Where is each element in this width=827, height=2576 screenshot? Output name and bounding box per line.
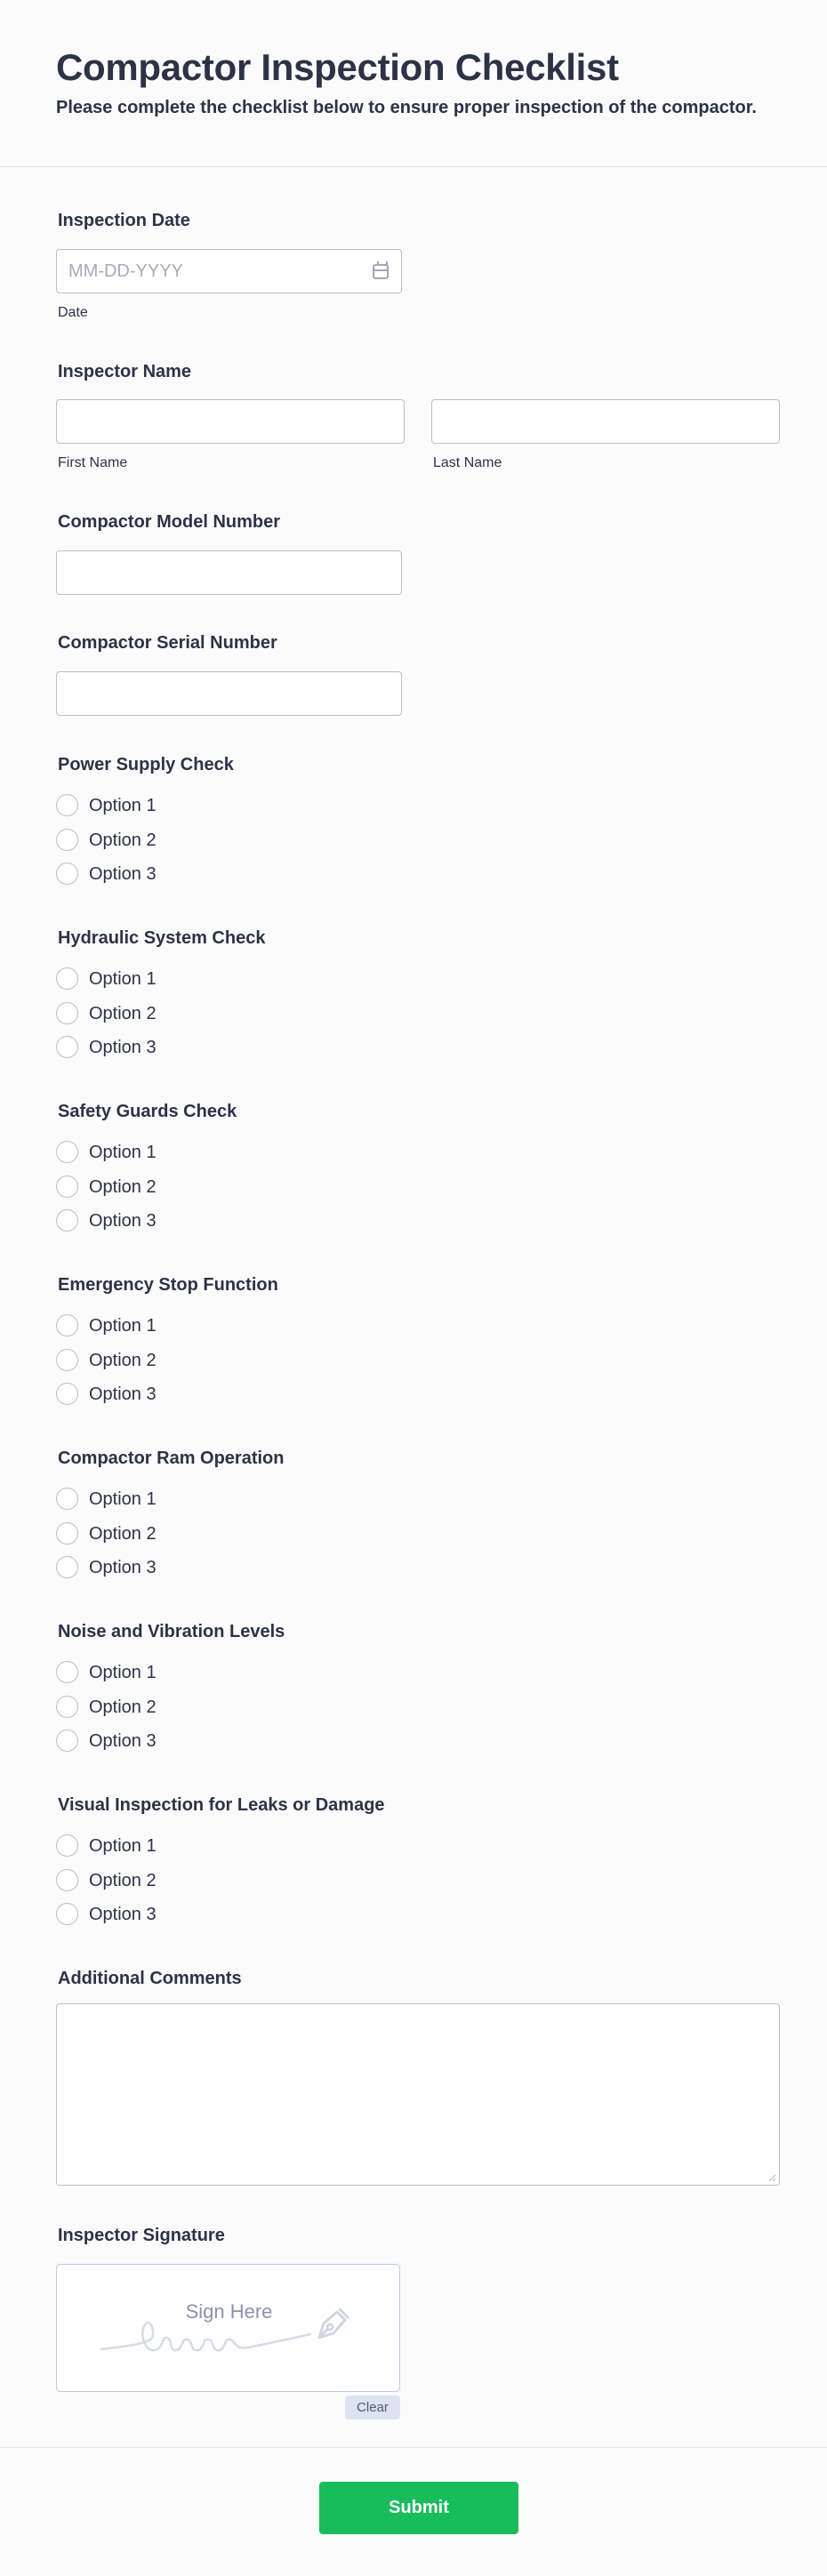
- calendar-icon[interactable]: [373, 264, 389, 279]
- radio-label: Option 3: [89, 1038, 157, 1057]
- radio-label: Option 2: [89, 1524, 157, 1544]
- footer-divider: [0, 2447, 827, 2448]
- radio-label: Option 1: [89, 1836, 157, 1856]
- radio-label: Option 3: [89, 1211, 157, 1231]
- inspection-date-input[interactable]: [56, 249, 402, 293]
- inspection-date-label: Inspection Date: [58, 211, 190, 230]
- resize-handle-icon[interactable]: [767, 2173, 776, 2182]
- radio-button[interactable]: [56, 794, 78, 816]
- serial-number-label: Compactor Serial Number: [58, 633, 277, 653]
- radio-button[interactable]: [56, 1383, 78, 1405]
- question-label: Hydraulic System Check: [58, 928, 266, 948]
- radio-button[interactable]: [56, 1349, 78, 1371]
- date-sublabel: Date: [58, 305, 88, 320]
- form-header: [0, 0, 827, 167]
- radio-label: Option 3: [89, 1731, 157, 1751]
- radio-button[interactable]: [56, 1488, 78, 1510]
- radio-button[interactable]: [56, 829, 78, 851]
- radio-button[interactable]: [56, 1903, 78, 1925]
- first-name-sublabel: First Name: [58, 455, 128, 470]
- radio-button[interactable]: [56, 1696, 78, 1718]
- question-label: Power Supply Check: [58, 755, 234, 774]
- radio-button[interactable]: [56, 1036, 78, 1058]
- form-title: Compactor Inspection Checklist: [56, 46, 619, 88]
- first-name-input[interactable]: [56, 399, 405, 444]
- radio-button[interactable]: [56, 1176, 78, 1198]
- signature-label: Inspector Signature: [58, 2226, 225, 2245]
- radio-button[interactable]: [56, 1869, 78, 1891]
- last-name-input[interactable]: [431, 399, 780, 444]
- model-number-input[interactable]: [56, 550, 402, 595]
- question-label: Compactor Ram Operation: [58, 1448, 285, 1468]
- radio-label: Option 2: [89, 1351, 157, 1370]
- serial-number-input[interactable]: [56, 671, 402, 716]
- radio-button[interactable]: [56, 1141, 78, 1163]
- radio-label: Option 2: [89, 831, 157, 850]
- radio-label: Option 1: [89, 1316, 157, 1336]
- radio-button[interactable]: [56, 967, 78, 990]
- comments-textarea[interactable]: [56, 2003, 780, 2186]
- question-label: Noise and Vibration Levels: [58, 1622, 285, 1641]
- radio-label: Option 1: [89, 1489, 157, 1509]
- inspector-name-label: Inspector Name: [58, 362, 192, 381]
- question-label: Emergency Stop Function: [58, 1275, 278, 1295]
- comments-label: Additional Comments: [58, 1969, 242, 1988]
- radio-label: Option 1: [89, 1663, 157, 1682]
- radio-button[interactable]: [56, 1834, 78, 1857]
- radio-label: Option 3: [89, 864, 157, 884]
- radio-label: Option 1: [89, 969, 157, 989]
- radio-label: Option 2: [89, 1697, 157, 1717]
- radio-label: Option 2: [89, 1177, 157, 1197]
- signature-pad[interactable]: [56, 2264, 400, 2392]
- question-label: Safety Guards Check: [58, 1102, 237, 1121]
- radio-label: Option 3: [89, 1558, 157, 1577]
- radio-button[interactable]: [56, 1556, 78, 1578]
- submit-button[interactable]: Submit: [319, 2482, 518, 2534]
- form-subtitle: Please complete the checklist below to ensure proper inspection of the compactor.: [56, 98, 757, 117]
- date-placeholder: MM-DD-YYYY: [68, 261, 183, 281]
- signature-placeholder: Sign Here: [185, 2300, 273, 2323]
- radio-label: Option 1: [89, 1143, 157, 1162]
- radio-label: Option 3: [89, 1384, 157, 1404]
- radio-button[interactable]: [56, 1002, 78, 1024]
- radio-label: Option 2: [89, 1004, 157, 1023]
- radio-button[interactable]: [56, 1729, 78, 1752]
- radio-button[interactable]: [56, 1661, 78, 1683]
- pen-nib-icon: [314, 2304, 353, 2343]
- question-label: Visual Inspection for Leaks or Damage: [58, 1795, 385, 1815]
- last-name-sublabel: Last Name: [433, 455, 502, 470]
- radio-label: Option 2: [89, 1871, 157, 1890]
- clear-signature-button[interactable]: Clear: [345, 2395, 400, 2420]
- radio-button[interactable]: [56, 1209, 78, 1232]
- model-number-label: Compactor Model Number: [58, 512, 281, 532]
- radio-label: Option 3: [89, 1905, 157, 1924]
- radio-button[interactable]: [56, 863, 78, 885]
- radio-label: Option 1: [89, 796, 157, 815]
- radio-button[interactable]: [56, 1314, 78, 1336]
- radio-button[interactable]: [56, 1522, 78, 1545]
